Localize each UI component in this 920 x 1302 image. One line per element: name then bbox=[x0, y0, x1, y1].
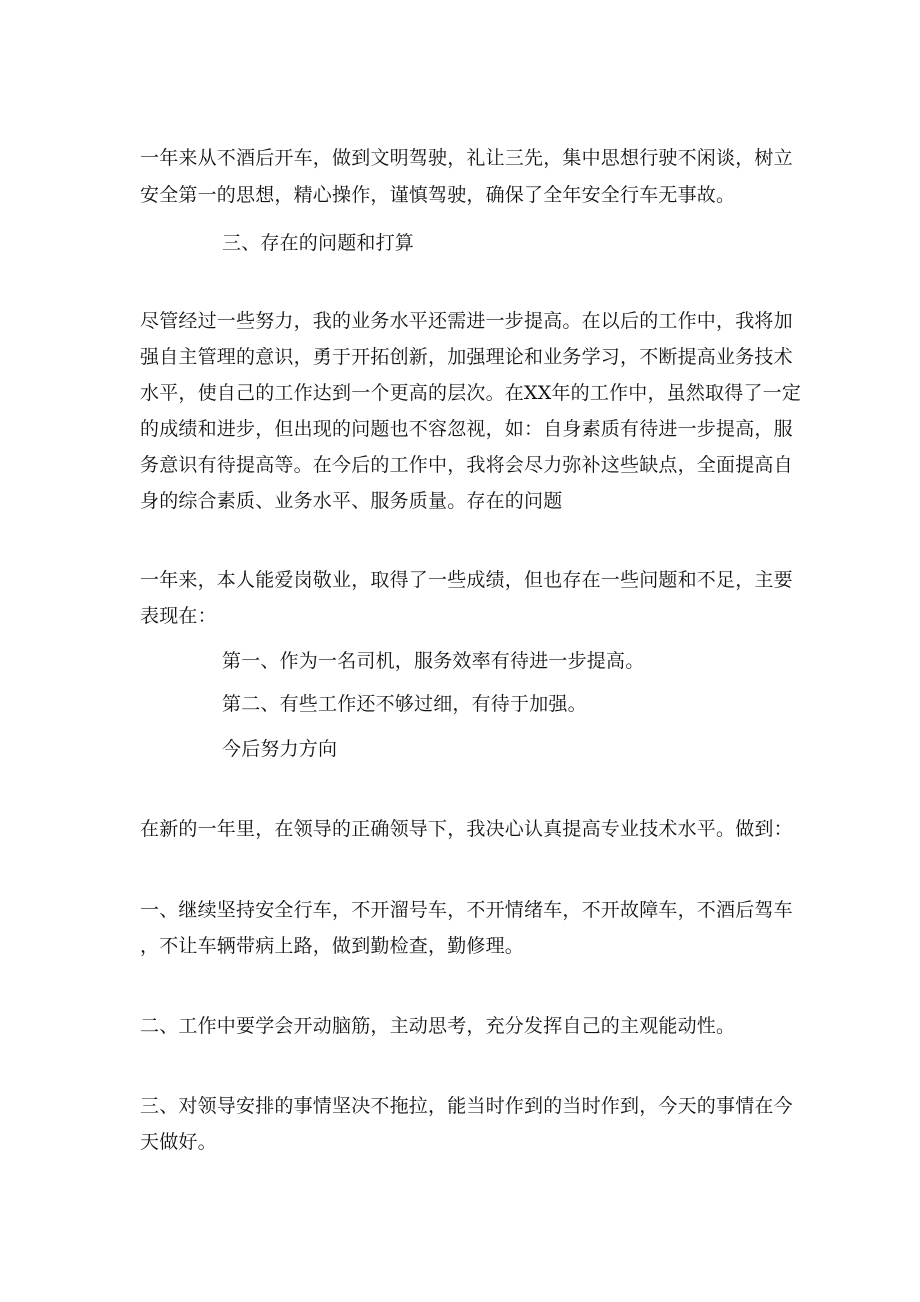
paragraph-line: 一年来从不酒后开车，做到文明驾驶，礼让三先，集中思想行驶不闲谈，树立 bbox=[140, 147, 793, 169]
paragraph-line: 强自主管理的意识，勇于开拓创新，加强理论和业务学习，不断提高业务技术 bbox=[140, 346, 793, 368]
section-heading: 三、存在的问题和打算 bbox=[222, 232, 415, 254]
paragraph-line: 务意识有待提高等。在今后的工作中，我将会尽力弥补这些缺点，全面提高自 bbox=[140, 454, 793, 476]
paragraph-line: 一、继续坚持安全行车，不开溜号车，不开情绪车，不开故障车，不酒后驾车 bbox=[140, 899, 793, 921]
list-item: 第一、作为一名司机，服务效率有待进一步提高。 bbox=[222, 650, 645, 672]
paragraph-line: 一年来，本人能爱岗敬业，取得了一些成绩，但也存在一些问题和不足，主要 bbox=[140, 569, 793, 591]
paragraph-line: 三、对领导安排的事情坚决不拖拉，能当时作到的当时作到，今天的事情在今 bbox=[140, 1095, 793, 1117]
paragraph-line: 安全第一的思想，精心操作，谨慎驾驶，确保了全年安全行车无事故。 bbox=[140, 184, 736, 206]
paragraph-line: 尽管经过一些努力，我的业务水平还需进一步提高。在以后的工作中，我将加 bbox=[140, 310, 793, 332]
paragraph-line: 水平，使自己的工作达到一个更高的层次。在XX年的工作中，虽然取得了一定 bbox=[140, 382, 802, 404]
paragraph-line: 二、工作中要学会开动脑筋，主动思考，充分发挥自己的主观能动性。 bbox=[140, 1015, 736, 1037]
paragraph-line: 在新的一年里，在领导的正确领导下，我决心认真提高专业技术水平。做到： bbox=[140, 818, 793, 840]
paragraph-line: 天做好。 bbox=[140, 1131, 217, 1153]
section-heading: 今后努力方向 bbox=[222, 738, 338, 760]
paragraph-line: ，不让车辆带病上路，做到勤检查，勤修理。 bbox=[140, 935, 525, 957]
paragraph-line: 表现在： bbox=[140, 605, 217, 627]
paragraph-line: 的成绩和进步，但出现的问题也不容忽视，如：自身素质有待进一步提高，服 bbox=[140, 418, 793, 440]
paragraph-line: 身的综合素质、业务水平、服务质量。存在的问题 bbox=[140, 490, 563, 512]
list-item: 第二、有些工作还不够过细，有待于加强。 bbox=[222, 693, 587, 715]
